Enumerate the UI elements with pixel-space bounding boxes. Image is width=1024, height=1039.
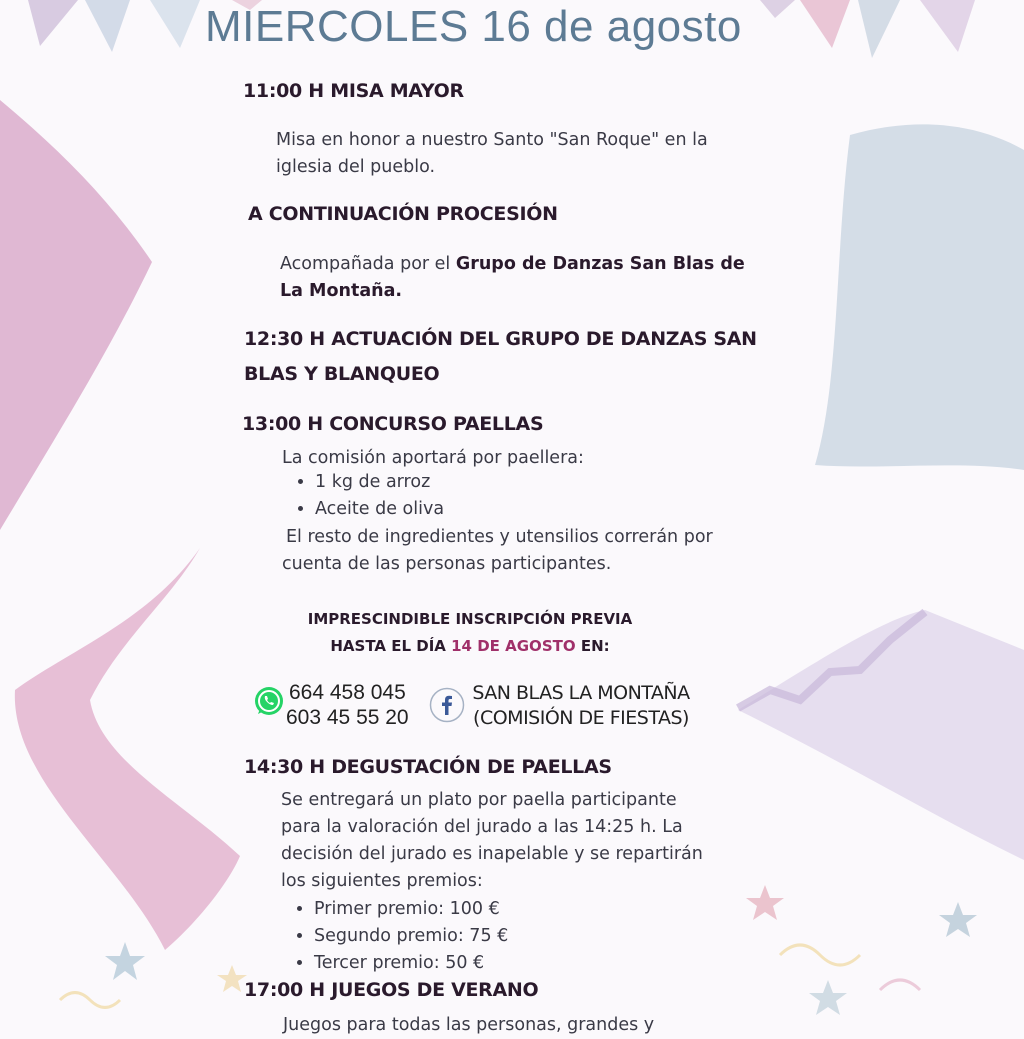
event-text-misa-2: iglesia del pueblo. (276, 157, 436, 177)
registration-suffix: EN: (575, 637, 610, 655)
page-title: MIERCOLES 16 de agosto (205, 2, 742, 51)
concurso-outro-1: El resto de ingredientes y utensilios correrán por (286, 527, 713, 547)
event-heading-misa: 11:00 H MISA MAYOR (243, 80, 464, 102)
degustacion-text-1: Se entregará un plato por paella participante (281, 790, 677, 810)
degustacion-text-2: para la valoración del jurado a las 14:25 h. La (281, 817, 683, 837)
list-item: • Aceite de oliva (315, 496, 444, 523)
list-item: • Segundo premio: 75 € (314, 923, 508, 950)
event-text-procesion-1 (280, 251, 745, 278)
concurso-intro: La comisión aportará por paellera: (282, 448, 584, 468)
procesion-text-prefix: Acompañada por el (280, 254, 456, 274)
facebook-icon (429, 687, 465, 723)
prize-list (280, 896, 508, 977)
procesion-group-name: Grupo de Danzas San Blas de (455, 254, 745, 274)
event-text-misa-1: Misa en honor a nuestro Santo "San Roque" en la (276, 130, 708, 150)
facebook-page-subtitle: (COMISIÓN DE FIESTAS) (473, 707, 689, 729)
registration-deadline: 14 DE AGOSTO (451, 637, 576, 655)
event-heading-degustacion: 14:30 H DEGUSTACIÓN DE PAELLAS (244, 756, 612, 778)
phone-2[interactable]: 603 45 55 20 (286, 706, 409, 729)
event-heading-procesion: A CONTINUACIÓN PROCESIÓN (248, 203, 558, 225)
procesion-group-place: La Montaña. (280, 281, 403, 301)
registration-line-1: IMPRESCINDIBLE INSCRIPCIÓN PREVIA (307, 610, 633, 628)
registration-line-2 (300, 637, 640, 655)
facebook-page-name[interactable]: SAN BLAS LA MONTAÑA (472, 682, 690, 704)
degustacion-text-4: los siguientes premios: (281, 871, 483, 891)
list-item: • 1 kg de arroz (315, 469, 444, 496)
phone-1[interactable]: 664 458 045 (289, 681, 406, 704)
event-heading-actuacion-1: 12:30 H ACTUACIÓN DEL GRUPO DE DANZAS SAN (244, 328, 757, 350)
event-heading-juegos: 17:00 H JUEGOS DE VERANO (244, 979, 539, 1001)
registration-prefix: HASTA EL DÍA (330, 637, 452, 655)
list-item: • Tercer premio: 50 € (314, 950, 508, 977)
concurso-outro-2: cuenta de las personas participantes. (282, 554, 612, 574)
event-heading-concurso: 13:00 H CONCURSO PAELLAS (242, 413, 544, 435)
whatsapp-icon (254, 686, 284, 716)
juegos-text: Juegos para todas las personas, grandes y (283, 1015, 655, 1035)
list-item: • Primer premio: 100 € (314, 896, 508, 923)
event-heading-actuacion-2: BLAS Y BLANQUEO (244, 363, 440, 385)
concurso-items (281, 469, 444, 523)
event-text-procesion-2 (280, 278, 402, 305)
degustacion-text-3: decisión del jurado es inapelable y se repartirán (281, 844, 703, 864)
